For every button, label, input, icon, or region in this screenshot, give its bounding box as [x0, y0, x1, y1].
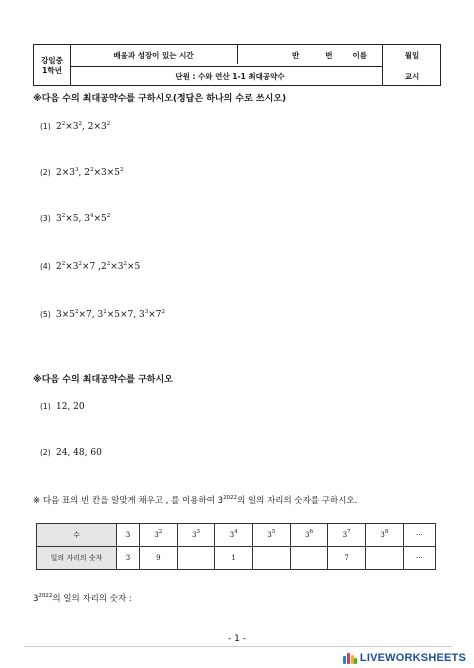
table-cell: $3^3$ — [177, 524, 215, 547]
section1-instruction: ※다음 수의 최대공약수를 구하시오(정답은 하나의 수로 쓰시오) — [33, 94, 287, 104]
table-cell: 7 — [328, 547, 366, 570]
class-field-label: 반 — [292, 51, 300, 60]
problem-number: (2) — [40, 448, 51, 457]
blank-cell[interactable] — [290, 547, 328, 570]
worksheet-header — [33, 44, 441, 86]
problem-1-3 — [40, 214, 110, 224]
table-cell: $3^7$ — [328, 524, 366, 547]
footer-divider — [24, 646, 452, 647]
grade-label: 1학년 — [42, 66, 62, 75]
problem-expression: 12, 20 — [56, 402, 85, 412]
problem-expression: $3\times 5^2\times 7$, $3^2\times 5\times 7$, $3^3\times 7^2$ — [56, 309, 165, 320]
date-fields — [382, 45, 442, 66]
problem-1-5 — [40, 310, 165, 320]
unit-label: 단원 : 수와 연산 1-1 최대공약수 — [175, 72, 285, 81]
problem-expression: 24, 48, 60 — [56, 448, 102, 458]
problem-number: (4) — [40, 262, 51, 271]
day-label: 일 — [412, 51, 420, 60]
problem-number: (1) — [40, 122, 51, 131]
blank-cell[interactable] — [252, 547, 290, 570]
name-field-label: 이름 — [352, 51, 367, 60]
table-cell: $3^2$ — [139, 524, 177, 547]
period-label: 교시 — [404, 72, 420, 81]
problem-2-1 — [40, 402, 85, 412]
table-row-ones-digit — [37, 547, 436, 570]
table-cell: $3^8$ — [366, 524, 404, 547]
school-name — [34, 45, 70, 87]
problem-1-2 — [40, 168, 124, 178]
section3-instruction: ※ 다음 표의 빈 칸을 알맞게 채우고 , 를 이용하여 $3^{2022}$의 일의 자리의 숫자를 구하시오. — [33, 495, 358, 506]
problem-number: (1) — [40, 402, 51, 411]
answer-prompt: $3^{2022}$의 일의 자리의 숫자 : — [33, 593, 132, 604]
powers-of-three-table — [36, 523, 436, 570]
problem-number: (2) — [40, 168, 51, 177]
page-number: - 1 - — [228, 634, 246, 644]
liveworksheets-logo-icon — [343, 652, 357, 664]
blank-cell[interactable] — [366, 547, 404, 570]
school-label: 강일중 — [41, 56, 63, 65]
problem-expression: $2^2\times 3^2$, $2\times 3^2$ — [56, 121, 111, 132]
table-cell: $3^4$ — [215, 524, 253, 547]
problem-2-2 — [40, 448, 102, 458]
table-cell: 3 — [117, 547, 140, 570]
table-cell: $3^6$ — [290, 524, 328, 547]
problem-1-4 — [40, 262, 140, 272]
problem-expression: $2\times 3^3$, $2^2\times 3\times 5^2$ — [56, 167, 124, 178]
problem-expression: $3^2\times 5$, $3^4\times 5^2$ — [56, 213, 111, 224]
table-cell: $3^5$ — [252, 524, 290, 547]
table-cell: ··· — [403, 547, 435, 570]
month-label: 월 — [404, 51, 412, 60]
problem-number: (3) — [40, 214, 51, 223]
problem-number: (5) — [40, 310, 51, 319]
problem-1-1 — [40, 122, 110, 132]
blank-cell[interactable] — [177, 547, 215, 570]
liveworksheets-brand — [343, 650, 466, 666]
table-cell: ··· — [403, 524, 435, 547]
table-cell: 3 — [117, 524, 140, 547]
brand-text: LIVEWORKSHEETS — [359, 652, 466, 664]
table-row-powers — [37, 524, 436, 547]
row-label-number: 수 — [37, 524, 117, 547]
section2-instruction: ※다음 수의 최대공약수를 구하시오 — [33, 375, 173, 385]
row-label-ones-digit: 일의 자리의 숫자 — [37, 547, 117, 570]
student-info-fields — [237, 45, 382, 66]
problem-expression: $2^2\times 3^2\times 7$ $,2^2\times 3^2\times 5$ — [56, 261, 141, 272]
worksheet-title: 배움과 성장이 있는 시간 — [113, 51, 194, 60]
table-cell: 1 — [215, 547, 253, 570]
number-field-label: 번 — [325, 51, 333, 60]
table-cell: 9 — [139, 547, 177, 570]
